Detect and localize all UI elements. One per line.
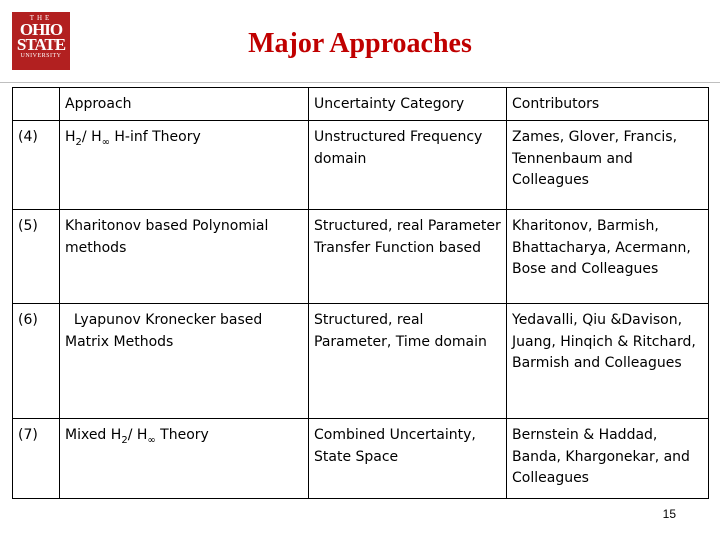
row-category: Combined Uncertainty, State Space: [309, 419, 507, 499]
title-divider: [0, 82, 720, 83]
row-num: (6): [13, 304, 60, 419]
page-number: 15: [662, 507, 676, 521]
table-row: [13, 121, 709, 210]
row-category: Structured, real Parameter, Time domain: [309, 304, 507, 419]
header-contributors: Contributors: [507, 88, 709, 121]
table-row: [13, 304, 709, 419]
row-num: (5): [13, 210, 60, 304]
logo-line-state: STATE: [16, 35, 66, 54]
logo-line-the: THE: [29, 14, 53, 22]
header-category: Uncertainty Category: [309, 88, 507, 121]
logo-line-ohio: OHIO: [19, 20, 63, 39]
row-num: (7): [13, 419, 60, 499]
row-approach: Lyapunov Kronecker based Matrix Methods: [60, 304, 309, 419]
row-contributors: Kharitonov, Barmish, Bhattacharya, Acermann, Bose and Colleagues: [507, 210, 709, 304]
row-contributors: Zames, Glover, Francis, Tennenbaum and Colleagues: [507, 121, 709, 210]
row-category: Structured, real Parameter Transfer Function based: [309, 210, 507, 304]
slide-title: Major Approaches: [248, 28, 472, 59]
table-row: [13, 210, 709, 304]
header-approach: Approach: [60, 88, 309, 121]
row-approach: Kharitonov based Polynomial methods: [60, 210, 309, 304]
table-header-row: [13, 88, 709, 121]
table-row: [13, 419, 709, 499]
row-contributors: Bernstein & Haddad, Banda, Khargonekar, and Colleagues: [507, 419, 709, 499]
row-num: (4): [13, 121, 60, 210]
header-num: [13, 88, 60, 121]
row-category: Unstructured Frequency domain: [309, 121, 507, 210]
row-approach: Mixed $H_2/$ $H_\infty$ Theory: [60, 419, 309, 499]
row-approach: $H_2/$ $H_\infty$ H-inf Theory: [60, 121, 309, 210]
approaches-table: [12, 87, 709, 499]
row-contributors: Yedavalli, Qiu &Davison, Juang, Hinqich & Ritchard, Barmish and Colleagues: [507, 304, 709, 419]
logo-line-university: UNIVERSITY: [20, 53, 62, 59]
